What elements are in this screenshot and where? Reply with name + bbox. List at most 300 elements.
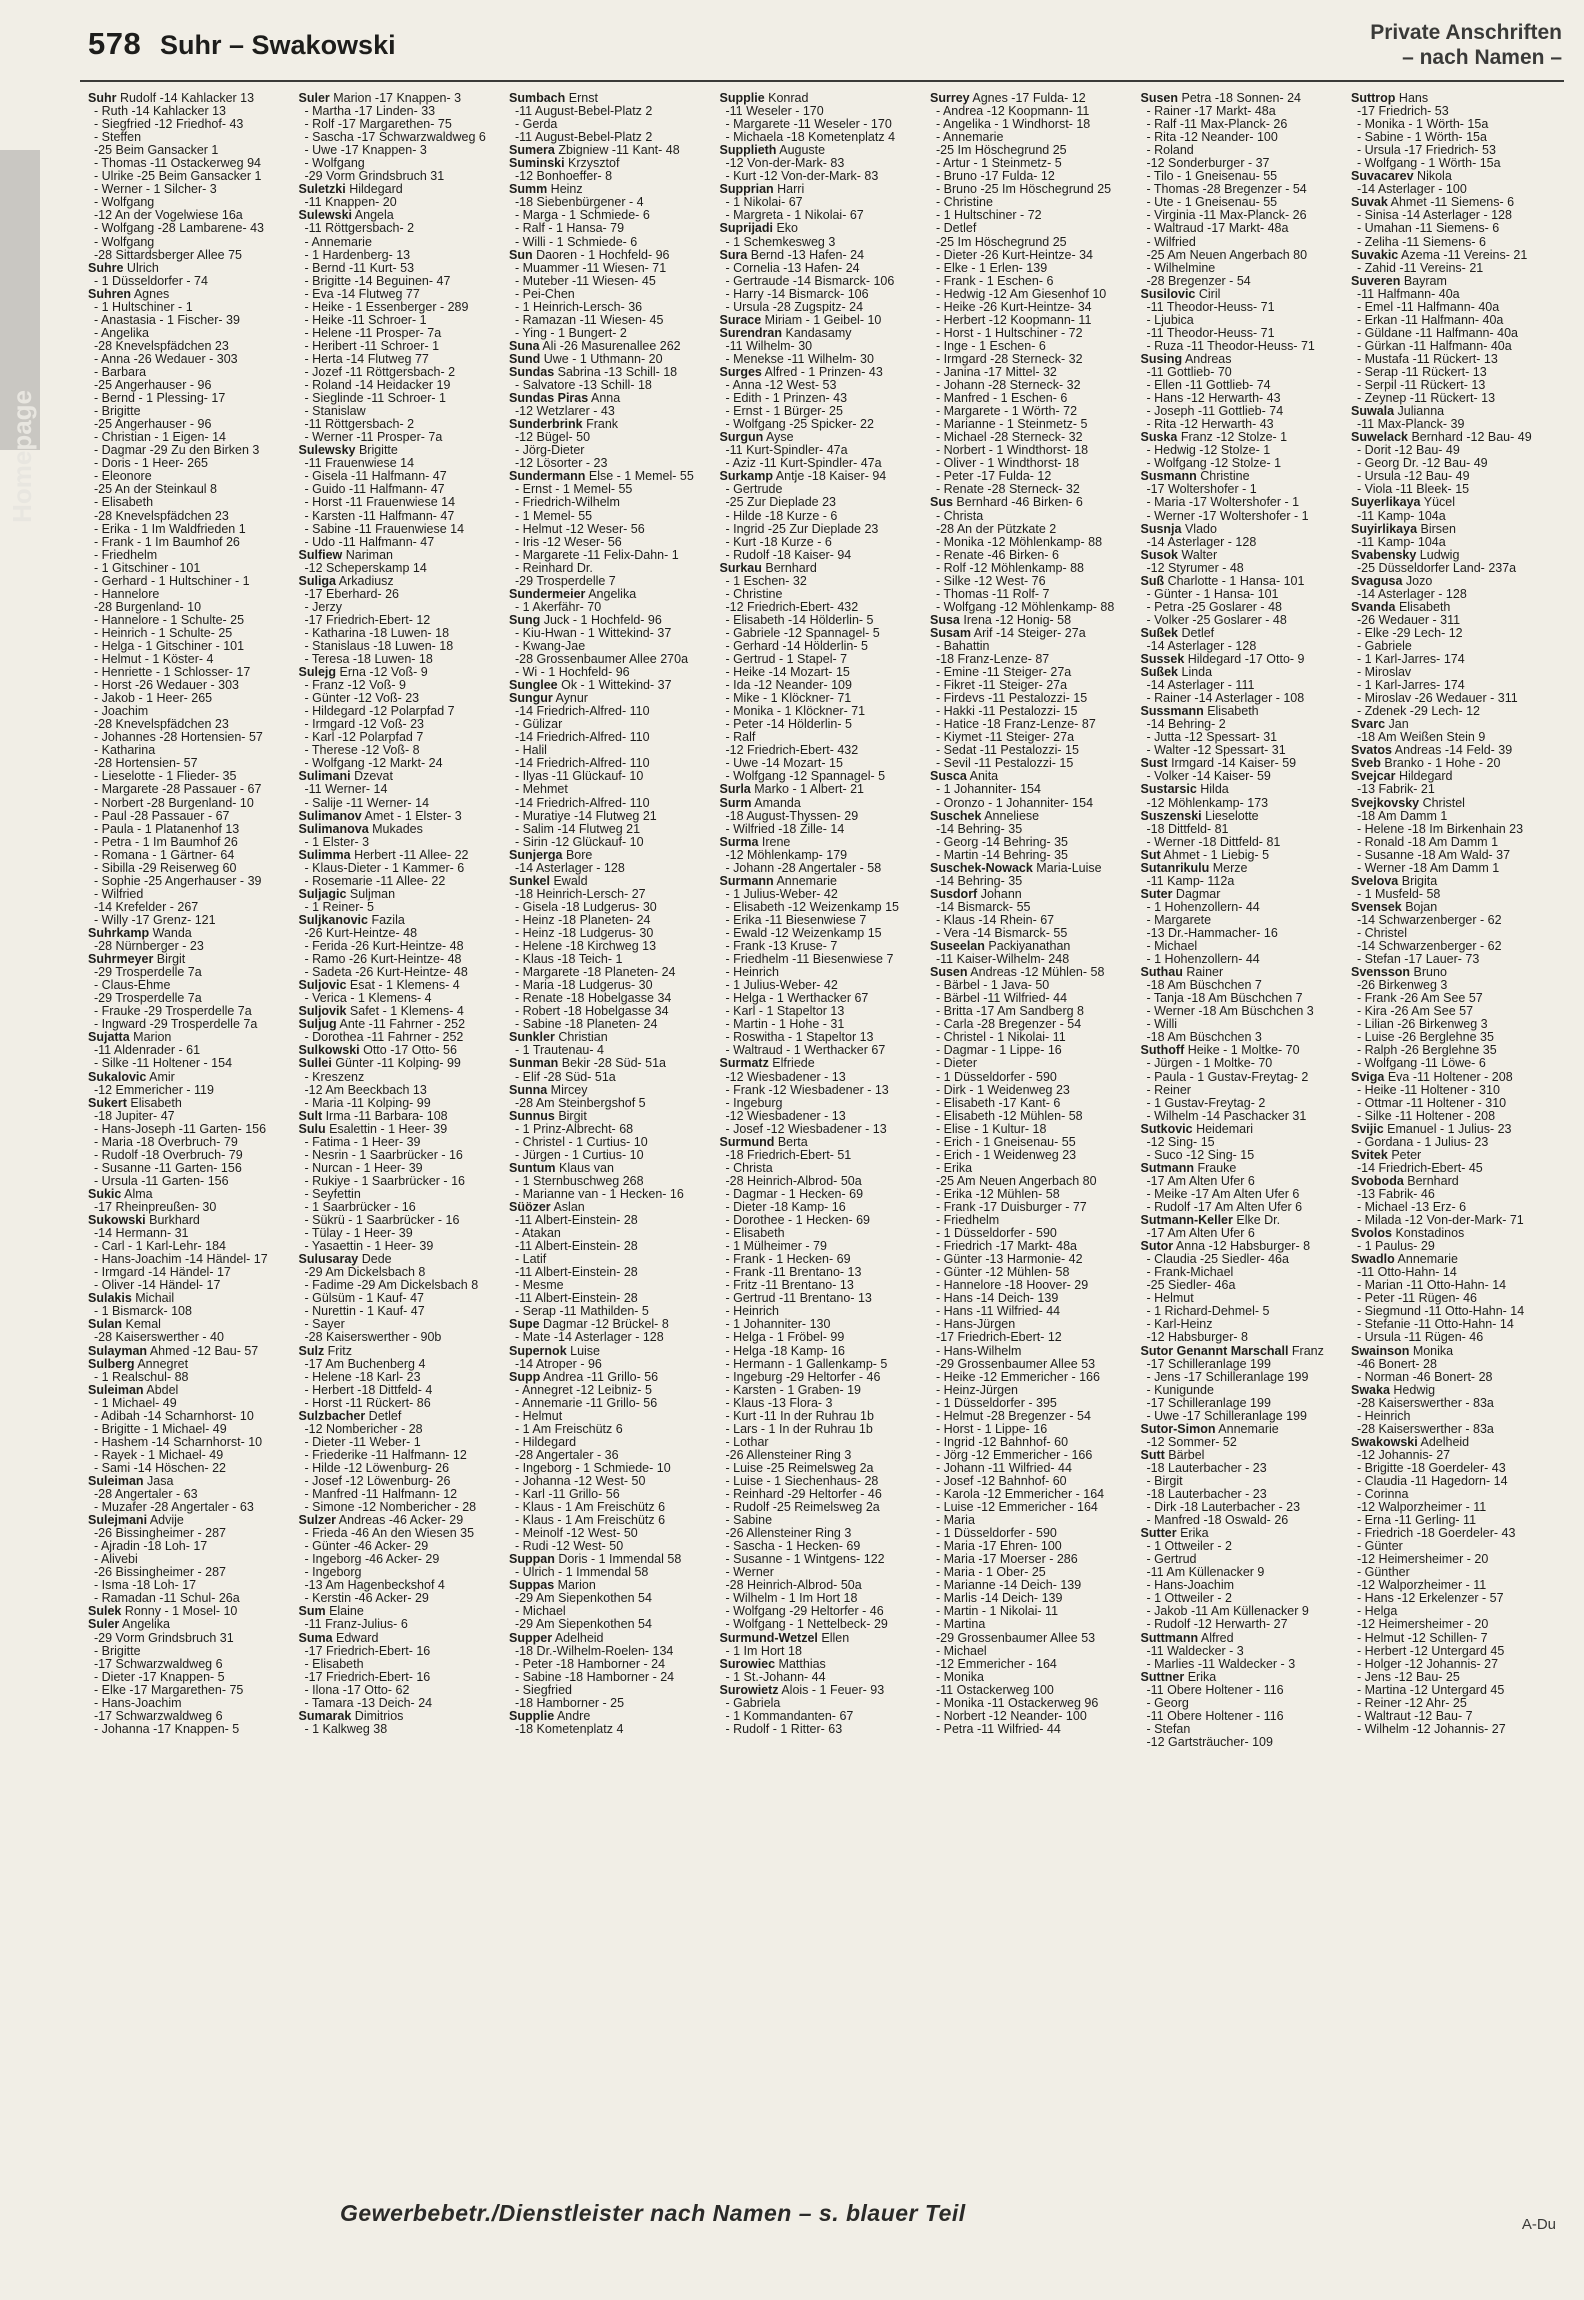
directory-surname-entry xyxy=(509,353,716,366)
entry-details: -26 Bissingheimer - 287 xyxy=(94,1527,227,1541)
entry-details: -11 Waldecker - 3 xyxy=(1146,1644,1244,1658)
surname: Suppas xyxy=(509,1579,555,1593)
entry-details: -12 Wiesbadener - 13 xyxy=(725,1109,846,1123)
surname: Suliga xyxy=(298,574,337,588)
directory-entry xyxy=(88,627,295,640)
entry-details: - Udo -11 Halfmann- 47 xyxy=(304,535,435,549)
directory-entry xyxy=(299,1266,506,1279)
entry-details: - Kiymet -11 Steiger- 27a xyxy=(936,731,1075,745)
entry-details: - Rolf -17 Margarethen- 75 xyxy=(304,118,452,132)
entry-details: - Wilfried xyxy=(94,887,144,901)
entry-details: - Heinrich xyxy=(725,966,779,980)
directory-entry xyxy=(299,1592,506,1605)
entry-details: - Bahattin xyxy=(936,639,990,653)
directory-surname-entry xyxy=(720,183,927,196)
directory-surname-entry xyxy=(1141,653,1348,666)
directory-entry xyxy=(930,1710,1137,1723)
directory-entry xyxy=(509,222,716,235)
directory-entry xyxy=(930,392,1137,405)
directory-surname-entry xyxy=(1141,1671,1348,1684)
directory-surname-entry xyxy=(720,1632,927,1645)
entry-details: - 1 Musfeld- 58 xyxy=(1357,887,1441,901)
entry-details: - Rainer -14 Asterlager - 108 xyxy=(1146,692,1305,706)
entry-details: Eko xyxy=(772,222,798,236)
directory-entry xyxy=(88,901,295,914)
directory-surname-entry xyxy=(299,1005,506,1018)
entry-details: - Romana - 1 Gärtner- 64 xyxy=(94,848,235,862)
entry-details: Marion -17 Knappen- 3 xyxy=(329,92,462,105)
directory-entry xyxy=(720,757,927,770)
surname: Surmann xyxy=(719,874,774,888)
directory-entry xyxy=(1351,810,1558,823)
entry-details: - Martina -12 Untergard 45 xyxy=(1357,1683,1505,1697)
entry-details: - Waltraud - 1 Werthacker 67 xyxy=(725,1044,886,1058)
entry-details: - Rita -12 Herwarth- 43 xyxy=(1146,418,1274,432)
surname: Supplieth xyxy=(719,144,777,158)
entry-details: -11 Röttgersbach- 2 xyxy=(304,222,415,236)
directory-entry xyxy=(1351,783,1558,796)
entry-details: -12 Sommer- 52 xyxy=(1146,1435,1237,1449)
entry-details: Rudolf -14 Kahlacker 13 xyxy=(116,92,255,105)
directory-entry xyxy=(509,1423,716,1436)
directory-entry xyxy=(930,1423,1137,1436)
directory-entry xyxy=(509,1188,716,1201)
directory-entry xyxy=(509,1044,716,1057)
entry-details: - Herbert -18 Dittfeld- 4 xyxy=(304,1383,433,1397)
directory-entry xyxy=(1351,379,1558,392)
directory-entry xyxy=(930,640,1137,653)
entry-details: - Martina xyxy=(936,1618,986,1632)
surname: Sult xyxy=(298,1109,323,1123)
directory-entry xyxy=(88,1723,295,1736)
directory-surname-entry xyxy=(299,849,506,862)
entry-details: - Gertrud -11 Brentano- 13 xyxy=(725,1292,872,1306)
directory-surname-entry xyxy=(299,1710,506,1723)
surname: Suljug xyxy=(298,1018,337,1032)
directory-entry xyxy=(1351,940,1558,953)
directory-entry xyxy=(930,783,1137,796)
entry-details: - Dagmar -29 Zu den Birken 3 xyxy=(94,444,260,458)
directory-entry xyxy=(1351,1292,1558,1305)
entry-details: -11 Albert-Einstein- 28 xyxy=(515,1292,638,1306)
directory-entry xyxy=(1351,836,1558,849)
entry-details: - Zeliha -11 Siemens- 6 xyxy=(1357,235,1486,249)
directory-entry xyxy=(509,1697,716,1710)
entry-details: - Sedat -11 Pestalozzi- 15 xyxy=(936,744,1079,758)
entry-details: - Bruno -25 Im Höschegrund 25 xyxy=(936,183,1112,197)
entry-details: - Sascha -17 Schwarzwaldweg 6 xyxy=(304,131,486,145)
directory-surname-entry xyxy=(509,692,716,705)
entry-details: Esat - 1 Klemens- 4 xyxy=(346,979,460,993)
directory-entry xyxy=(299,1397,506,1410)
entry-details: - Maria -17 Woltershofer - 1 xyxy=(1146,496,1300,510)
entry-details: - Rolf -12 Möhlenkamp- 88 xyxy=(936,561,1084,575)
entry-details: Franz xyxy=(1288,1344,1324,1358)
entry-details: - Norbert - 1 Windthorst- 18 xyxy=(936,444,1089,458)
entry-details: -29 Am Siepenkothen 54 xyxy=(515,1592,652,1606)
entry-details: - Wilhelm -12 Johannis- 27 xyxy=(1357,1722,1506,1736)
directory-surname-entry xyxy=(509,366,716,379)
directory-entry xyxy=(930,1292,1137,1305)
directory-entry xyxy=(299,105,506,118)
directory-entry xyxy=(720,1527,927,1540)
directory-entry xyxy=(299,1214,506,1227)
directory-entry xyxy=(88,340,295,353)
entry-details: - Irmgard -28 Sterneck- 32 xyxy=(936,352,1083,366)
directory-entry xyxy=(720,131,927,144)
entry-details: - Christian - 1 Eigen- 14 xyxy=(94,431,227,445)
entry-details: -11 Aldenrader - 61 xyxy=(94,1044,201,1058)
directory-entry xyxy=(299,1371,506,1384)
surname: Suschek-Nowack xyxy=(930,861,1033,875)
entry-details: - Verica - 1 Klemens- 4 xyxy=(304,992,432,1006)
directory-entry xyxy=(88,249,295,262)
directory-entry xyxy=(1351,1371,1558,1384)
directory-entry xyxy=(1351,1397,1558,1410)
entry-details: -14 Friedrich-Ebert- 45 xyxy=(1357,1161,1483,1175)
directory-entry xyxy=(1351,823,1558,836)
surname: Suveren xyxy=(1351,274,1401,288)
directory-entry xyxy=(509,1214,716,1227)
entry-details: - Christel xyxy=(1357,927,1408,940)
surname: Sura xyxy=(719,248,748,262)
entry-details: - Ursula -11 Rügen- 46 xyxy=(1357,1331,1484,1345)
surname: Susen xyxy=(1140,92,1179,105)
directory-surname-entry xyxy=(1141,1123,1348,1136)
directory-entry xyxy=(1351,1331,1558,1344)
entry-details: Anneliese xyxy=(981,809,1040,823)
directory-entry xyxy=(1351,1605,1558,1618)
entry-details: - Wolfgang -12 Spannagel- 5 xyxy=(725,770,886,784)
entry-details: - Dieter -18 Kamp- 16 xyxy=(725,1200,846,1214)
directory-entry xyxy=(299,405,506,418)
entry-details: Bernhard -12 Bau- 49 xyxy=(1407,431,1532,445)
directory-entry xyxy=(930,1592,1137,1605)
directory-surname-entry xyxy=(1141,549,1348,562)
directory-entry xyxy=(299,927,506,940)
entry-details: - Manfred - 1 Eschen- 6 xyxy=(936,392,1068,406)
entry-details: - Erika xyxy=(936,1161,973,1175)
entry-details: -28 Angertaler - 36 xyxy=(515,1448,619,1462)
entry-details: - Guido -11 Halfmann- 47 xyxy=(304,483,445,497)
entry-details: -18 Franz-Lenze- 87 xyxy=(936,653,1050,667)
directory-entry xyxy=(509,979,716,992)
directory-entry xyxy=(88,405,295,418)
directory-surname-entry xyxy=(1141,810,1348,823)
entry-details: - Hans-Jürgen xyxy=(936,1318,1016,1332)
entry-details: Angelika xyxy=(119,1618,170,1632)
entry-details: Otto -17 Otto- 56 xyxy=(359,1044,457,1058)
directory-entry xyxy=(720,1579,927,1592)
directory-entry xyxy=(930,679,1137,692)
directory-entry xyxy=(720,1123,927,1136)
directory-surname-entry xyxy=(720,144,927,157)
directory-entry xyxy=(930,1057,1137,1070)
directory-surname-entry xyxy=(930,810,1137,823)
entry-details: -12 Bonhoeffer- 8 xyxy=(515,170,613,184)
entry-details: - Peter -18 Hamborner - 24 xyxy=(515,1657,666,1671)
entry-details: -14 Friedrich-Alfred- 110 xyxy=(515,757,650,771)
entry-details: -13 Fabrik- 21 xyxy=(1357,783,1435,797)
directory-entry xyxy=(1141,744,1348,757)
surname: Suyerlikaya xyxy=(1351,496,1421,510)
entry-details: - Peter -17 Fulda- 12 xyxy=(936,470,1052,484)
directory-entry xyxy=(88,1423,295,1436)
entry-details: Günter -11 Kolping- 99 xyxy=(331,1057,461,1071)
entry-details: - Friedhelm xyxy=(94,548,158,562)
directory-surname-entry xyxy=(509,1318,716,1331)
directory-entry xyxy=(1351,392,1558,405)
entry-details: -14 Friedrich-Alfred- 110 xyxy=(515,796,650,810)
entry-details: - Ingward -29 Trosperdelle 7a xyxy=(94,1018,258,1032)
directory-entry xyxy=(1351,692,1558,705)
entry-details: - Nurcan - 1 Heer- 39 xyxy=(304,1161,423,1175)
directory-entry xyxy=(930,1658,1137,1671)
entry-details: Brigita xyxy=(1398,874,1438,888)
entry-details: Ronny - 1 Mosel- 10 xyxy=(121,1605,238,1619)
entry-details: - Wi - 1 Hochfeld- 96 xyxy=(515,666,630,680)
surname: Susok xyxy=(1140,548,1179,562)
surname: Suszenski xyxy=(1140,809,1202,823)
directory-entry xyxy=(1141,1488,1348,1501)
entry-details: -11 Am Küllenacker 9 xyxy=(1146,1566,1265,1580)
directory-entry xyxy=(299,1540,506,1553)
directory-entry xyxy=(509,1071,716,1084)
directory-entry xyxy=(88,483,295,496)
directory-entry xyxy=(930,744,1137,757)
directory-entry xyxy=(1141,1018,1348,1031)
entry-details: - Wolfgang xyxy=(94,235,155,249)
entry-details: - Mustafa -11 Rückert- 13 xyxy=(1357,352,1498,366)
directory-entry xyxy=(720,1566,927,1579)
directory-entry xyxy=(930,1214,1137,1227)
directory-surname-entry xyxy=(1351,1227,1558,1240)
directory-entry xyxy=(930,157,1137,170)
entry-details: -28 Kaiserswerther - 90b xyxy=(304,1331,442,1345)
entry-details: - 1 Mülheimer - 79 xyxy=(725,1240,827,1254)
directory-entry xyxy=(509,718,716,731)
directory-entry xyxy=(930,1136,1137,1149)
entry-details: Edward xyxy=(332,1631,379,1645)
entry-details: -11 Kamp- 104a xyxy=(1357,535,1446,549)
entry-details: - Friedrich -18 Goerdeler- 43 xyxy=(1357,1527,1516,1541)
entry-details: - Gürkan -11 Halfmann- 40a xyxy=(1357,339,1512,353)
directory-entry xyxy=(88,1018,295,1031)
directory-entry xyxy=(1351,914,1558,927)
surname: Suljovik xyxy=(298,1005,347,1019)
entry-details: -25 Am Neuen Angerbach 80 xyxy=(936,1174,1097,1188)
directory-entry xyxy=(930,131,1137,144)
entry-details: -11 August-Bebel-Platz 2 xyxy=(515,105,653,119)
directory-entry xyxy=(930,1240,1137,1253)
entry-details: -28 An der Pützkate 2 xyxy=(936,522,1057,536)
directory-entry xyxy=(720,1097,927,1110)
directory-surname-entry xyxy=(509,418,716,431)
entry-details: - Sirin -12 Glückauf- 10 xyxy=(515,835,644,849)
entry-details: - Latif xyxy=(515,1253,547,1267)
surname: Suvakic xyxy=(1351,248,1399,262)
entry-details: -26 Kurt-Heintze- 48 xyxy=(304,927,418,940)
entry-details: -11 Röttgersbach- 2 xyxy=(304,418,415,432)
entry-details: - Serap -11 Mathilden- 5 xyxy=(515,1305,649,1319)
directory-entry xyxy=(720,1449,927,1462)
entry-details: - Fritz -11 Brentano- 13 xyxy=(725,1279,854,1293)
entry-details: - Mesme xyxy=(515,1279,564,1293)
entry-details: - Monika -11 Ostackerweg 96 xyxy=(936,1696,1099,1710)
entry-details: - Gisela -18 Ludgerus- 30 xyxy=(515,900,657,914)
directory-entry xyxy=(509,1331,716,1344)
directory-surname-entry xyxy=(1141,1214,1348,1227)
directory-entry xyxy=(299,392,506,405)
directory-entry xyxy=(299,262,506,275)
entry-details: - Jörg -12 Emmericher - 166 xyxy=(936,1448,1093,1462)
directory-entry xyxy=(88,1449,295,1462)
directory-surname-entry xyxy=(720,366,927,379)
entry-details: - Waltraud -17 Markt- 48a xyxy=(1146,222,1289,236)
directory-entry xyxy=(88,144,295,157)
directory-entry xyxy=(88,1305,295,1318)
entry-details: - 1 Düsseldorfer - 590 xyxy=(936,1527,1057,1541)
surname: Suminski xyxy=(509,157,565,171)
directory-entry xyxy=(299,1449,506,1462)
entry-details: - 1 Karl-Jarres- 174 xyxy=(1357,679,1465,693)
directory-entry xyxy=(720,1540,927,1553)
directory-entry xyxy=(930,1071,1137,1084)
entry-details: - Gabriele -12 Spannagel- 5 xyxy=(725,626,880,640)
directory-entry xyxy=(299,196,506,209)
directory-surname-entry xyxy=(88,1318,295,1331)
directory-entry xyxy=(509,236,716,249)
directory-entry xyxy=(88,131,295,144)
directory-entry xyxy=(88,588,295,601)
directory-entry xyxy=(930,275,1137,288)
directory-surname-entry xyxy=(1141,1345,1348,1358)
entry-details: -11 Wilhelm- 30 xyxy=(725,339,813,353)
entry-details: - Michaela -18 Kometenplatz 4 xyxy=(725,131,896,145)
entry-details: - Michael xyxy=(936,1644,987,1658)
directory-entry xyxy=(1141,1031,1348,1044)
directory-entry xyxy=(930,236,1137,249)
directory-entry xyxy=(509,575,716,588)
entry-details: Harri xyxy=(773,183,805,197)
directory-entry xyxy=(720,653,927,666)
directory-entry xyxy=(930,1579,1137,1592)
entry-details: Franz -12 Stolze- 1 xyxy=(1177,431,1288,445)
entry-details: Maria-Luise xyxy=(1032,861,1102,875)
entry-details: -11 Weseler - 170 xyxy=(725,105,824,119)
directory-entry xyxy=(930,470,1137,483)
entry-details: Ayse xyxy=(763,431,794,445)
directory-entry xyxy=(1351,105,1558,118)
directory-entry xyxy=(509,1397,716,1410)
entry-details: - Michael -28 Sterneck- 32 xyxy=(936,431,1083,445)
directory-entry xyxy=(299,340,506,353)
entry-details: Dzevat xyxy=(350,770,393,784)
entry-details: - Wilhelm -14 Paschacker 31 xyxy=(1146,1109,1307,1123)
surname: Sußek xyxy=(1140,626,1179,640)
directory-entry xyxy=(720,1149,927,1162)
directory-entry xyxy=(930,692,1137,705)
entry-details: - Kiu-Hwan - 1 Wittekind- 37 xyxy=(515,626,672,640)
entry-details: Hildegard xyxy=(345,183,403,197)
directory-entry xyxy=(88,418,295,431)
directory-surname-entry xyxy=(88,1188,295,1201)
entry-details: Vlado xyxy=(1181,522,1217,536)
entry-details: Peter xyxy=(1387,1148,1422,1162)
entry-details: -14 Behring- 35 xyxy=(936,874,1023,888)
directory-entry xyxy=(720,483,927,496)
entry-details: -18 Jupiter- 47 xyxy=(94,1109,175,1123)
directory-entry xyxy=(1351,614,1558,627)
entry-details: Esalettin - 1 Heer- 39 xyxy=(325,1122,448,1136)
entry-details: - Isma -18 Loh- 17 xyxy=(94,1579,197,1593)
directory-entry xyxy=(720,1553,927,1566)
directory-surname-entry xyxy=(299,1410,506,1423)
entry-details: - Lieselotte - 1 Flieder- 35 xyxy=(94,770,237,784)
entry-details: - Rudolf -17 Am Alten Ufer 6 xyxy=(1146,1200,1303,1214)
entry-details: - Silke -11 Holtener - 154 xyxy=(94,1057,233,1071)
directory-entry xyxy=(930,353,1137,366)
directory-entry xyxy=(720,1018,927,1031)
directory-entry xyxy=(88,666,295,679)
entry-details: -11 Franz-Julius- 6 xyxy=(304,1618,408,1632)
directory-entry xyxy=(1351,1527,1558,1540)
surname: Sutor Genannt Marschall xyxy=(1140,1344,1289,1358)
entry-details: - Helga - 1 Gitschiner - 101 xyxy=(94,639,245,653)
directory-entry xyxy=(720,1488,927,1501)
directory-entry xyxy=(1351,1097,1558,1110)
entry-details: - Ingrid -12 Bahnhof- 60 xyxy=(936,1435,1069,1449)
directory-entry xyxy=(720,614,927,627)
entry-details: - Ursula -11 Garten- 156 xyxy=(94,1174,229,1188)
directory-surname-entry xyxy=(88,1618,295,1631)
entry-details: - Elisabeth -17 Kant- 6 xyxy=(936,1096,1061,1110)
surname: Sveb xyxy=(1351,757,1381,771)
directory-surname-entry xyxy=(1351,196,1558,209)
directory-entry xyxy=(509,1305,716,1318)
entry-details: Jan xyxy=(1385,718,1409,732)
directory-entry xyxy=(509,783,716,796)
entry-details: Ellen xyxy=(817,1631,850,1645)
entry-details: - Elise - 1 Kultur- 18 xyxy=(936,1122,1047,1136)
directory-entry xyxy=(299,1553,506,1566)
directory-surname-entry xyxy=(1141,1240,1348,1253)
entry-details: - Ralph -26 Berglehne 35 xyxy=(1357,1044,1497,1058)
entry-details: - Frank - 1 Eschen- 6 xyxy=(936,274,1054,288)
surname: Sunjerga xyxy=(509,848,563,862)
directory-surname-entry xyxy=(88,1097,295,1110)
surname: Sulakis xyxy=(88,1292,132,1306)
entry-details: -29 Grossenbaumer Allee 53 xyxy=(936,1631,1096,1645)
directory-entry xyxy=(930,340,1137,353)
entry-details: - Hans -12 Erkelenzer - 57 xyxy=(1357,1592,1504,1606)
directory-entry xyxy=(299,470,506,483)
entry-details: -14 Asterlager - 111 xyxy=(1146,679,1255,693)
entry-details: - Willy -17 Grenz- 121 xyxy=(94,913,216,927)
directory-entry xyxy=(720,979,927,992)
directory-columns xyxy=(88,92,1562,2190)
directory-entry xyxy=(1141,901,1348,914)
entry-details: -11 Theodor-Heuss- 71 xyxy=(1146,300,1275,314)
entry-details: - Miroslav xyxy=(1357,666,1412,680)
directory-surname-entry xyxy=(299,1514,506,1527)
directory-entry xyxy=(1351,209,1558,222)
directory-entry xyxy=(299,966,506,979)
directory-entry xyxy=(1141,157,1348,170)
surname: Swakowski xyxy=(1351,1435,1418,1449)
directory-entry xyxy=(720,666,927,679)
directory-entry xyxy=(1141,275,1348,288)
